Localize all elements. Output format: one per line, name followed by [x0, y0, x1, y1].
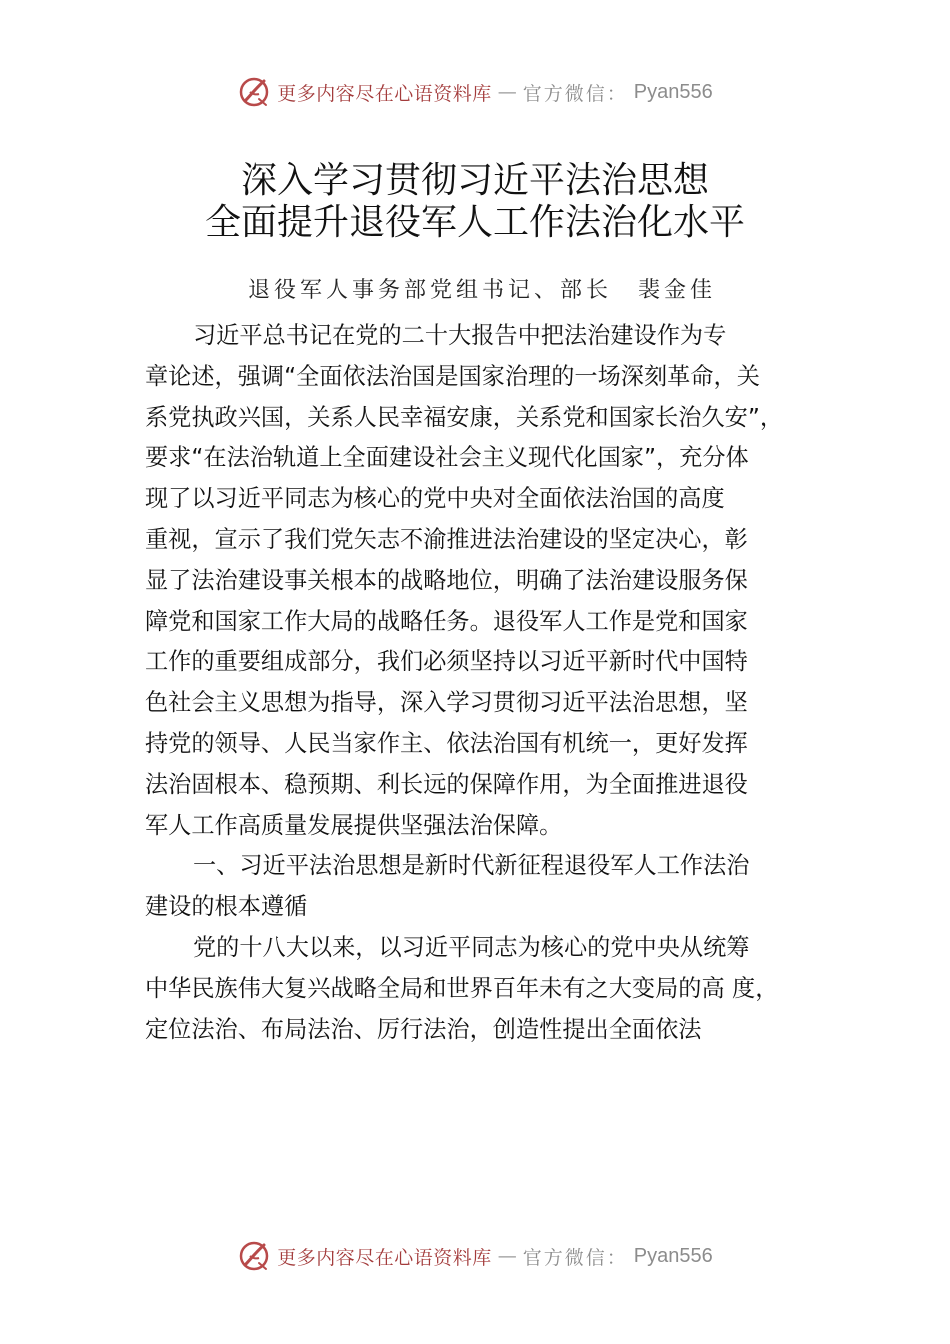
author-name: 裴金佳: [638, 278, 717, 303]
section-heading: 建设的根本遵循: [145, 893, 308, 921]
body-line: 党的十八大以来，以习近平同志为核心的党中央从统筹: [193, 933, 750, 961]
watermark-brand: 更多内容尽在心语资料库: [277, 82, 492, 105]
watermark-brand: 更多内容尽在心语资料库: [277, 1246, 492, 1269]
document-byline: [248, 273, 716, 304]
body-line: 军人工作高质量发展提供坚强法治保障。: [145, 811, 563, 839]
section-heading: 一、习近平法治思想是新时代新征程退役军人工作法治: [193, 852, 750, 880]
body-line: 习近平总书记在党的二十大报告中把法治建设作为专: [193, 322, 727, 349]
body-line: 显了法治建设事关根本的战略地位，明确了法治建设服务保: [145, 566, 748, 594]
watermark-footer: [0, 1236, 950, 1276]
brand-logo-icon: [237, 75, 271, 109]
body-line: 障党和国家工作大局的战略任务。退役军人工作是党和国家: [145, 607, 748, 635]
title-line: 深入学习贯彻习近平法治思想: [240, 160, 709, 201]
watermark-label: 官方微信：: [522, 1246, 628, 1269]
watermark-separator: —: [497, 1245, 517, 1267]
watermark-account: Pyan556: [633, 80, 713, 103]
title-line: 全面提升退役军人工作法治化水平: [204, 202, 745, 243]
document-body: [145, 316, 810, 1050]
body-line: 要求“在法治轨道上全面建设社会主义现代化国家”，充分体: [145, 444, 749, 472]
body-line: 定位法治、布局法治、厉行法治，创造性提出全面依法: [145, 1015, 702, 1043]
body-line: 法治固根本、稳预期、利长远的保障作用，为全面推进退役: [145, 770, 748, 798]
body-line: 中华民族伟大复兴战略全局和世界百年未有之大变局的高 度，: [145, 974, 779, 1002]
document-title: [0, 160, 950, 244]
body-line: 色社会主义思想为指导，深入学习贯彻习近平法治思想，坚: [145, 689, 748, 717]
body-line: 持党的领导、人民当家作主、依法治国有机统一，更好发挥: [145, 729, 748, 757]
body-line: 现了以习近平同志为核心的党中央对全面依法治国的高度: [145, 485, 725, 513]
body-line: 重视，宣示了我们党矢志不渝推进法治建设的坚定决心，彰: [145, 525, 748, 553]
watermark-separator: —: [497, 81, 517, 103]
body-line: 工作的重要组成部分，我们必须坚持以习近平新时代中国特: [145, 648, 748, 676]
body-line: 章论述，强调“全面依法治国是国家治理的一场深刻革命，关: [145, 362, 760, 390]
brand-logo-icon: [237, 1239, 271, 1273]
watermark-account: Pyan556: [633, 1244, 713, 1267]
watermark-header: [0, 72, 950, 112]
body-line: 系党执政兴国，关系人民幸福安康，关系党和国家长治久安”，: [145, 403, 784, 431]
author-position: 退役军人事务部党组书记、部长: [248, 278, 613, 303]
watermark-label: 官方微信：: [522, 82, 628, 105]
